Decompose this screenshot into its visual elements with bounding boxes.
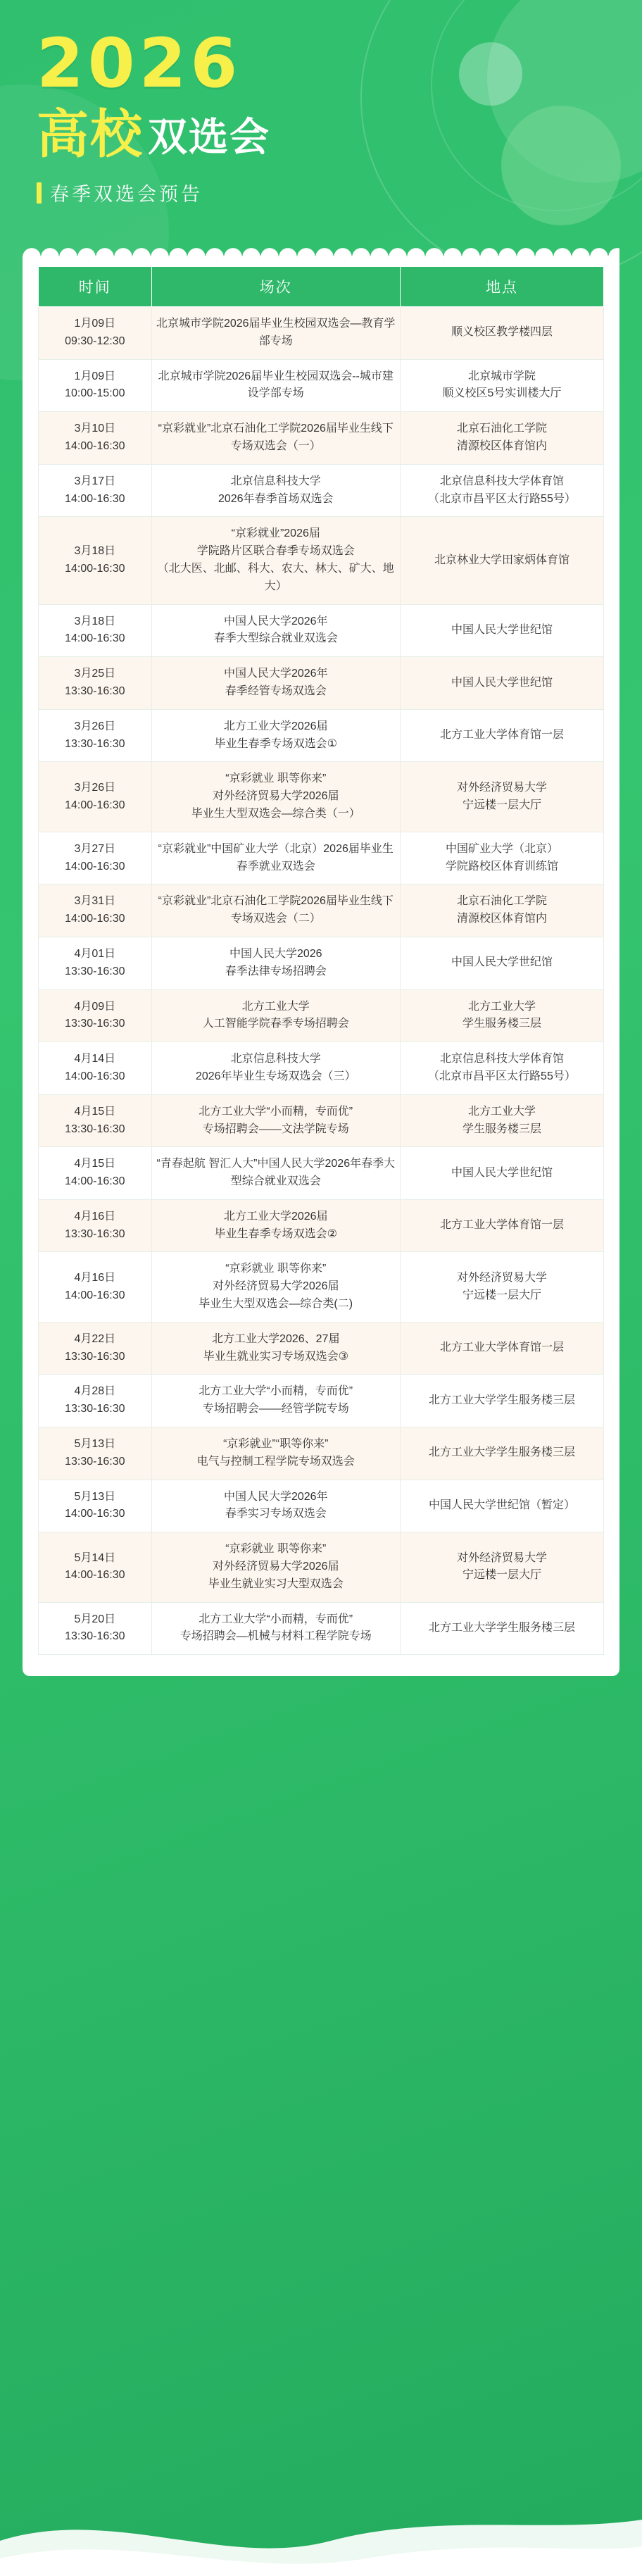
cell-time-text: 14:00-16:30 xyxy=(65,439,125,452)
cell-location: 对外经济贸易大学 宁远楼一层大厅 xyxy=(400,762,603,832)
cell-date-text: 3月26日 xyxy=(74,720,116,732)
table-body xyxy=(39,307,604,1655)
cell-date-text: 3月18日 xyxy=(74,545,116,558)
cell-session: “青春起航 智汇人大”中国人民大学2026年春季大型综合就业双选会 xyxy=(151,1147,400,1200)
cell-location: 中国人民大学世纪馆 xyxy=(400,937,603,989)
table-row xyxy=(39,937,604,989)
cell-time-text: 13:30-16:30 xyxy=(65,1227,125,1240)
cell-location: 北方工业大学体育馆一层 xyxy=(400,1199,603,1252)
schedule-card-wrapper xyxy=(23,239,619,1676)
cell-time-text: 13:30-16:30 xyxy=(65,1455,125,1468)
cell-session: 北方工业大学“小而精，专而优” 专场招聘会—机械与材料工程学院专场 xyxy=(151,1602,400,1655)
cell-date-text: 4月28日 xyxy=(74,1385,116,1398)
table-row xyxy=(39,657,604,710)
table-row xyxy=(39,1042,604,1095)
cell-time xyxy=(39,1094,152,1147)
cell-date-text: 3月25日 xyxy=(74,668,116,680)
cell-date-text: 3月27日 xyxy=(74,842,116,855)
cell-session: 北方工业大学2026届 毕业生春季专场双选会① xyxy=(151,709,400,762)
cell-session: 北方工业大学“小而精，专而优” 专场招聘会——经管学院专场 xyxy=(151,1375,400,1427)
cell-time-text: 13:30-16:30 xyxy=(65,965,125,977)
table-row xyxy=(39,517,604,604)
cell-date-text: 4月09日 xyxy=(74,1000,116,1013)
cell-time-text: 13:30-16:30 xyxy=(65,1018,125,1030)
table-row xyxy=(39,709,604,762)
cell-date-text: 3月17日 xyxy=(74,475,116,487)
cell-time xyxy=(39,1602,152,1655)
cell-location: 北方工业大学 学生服务楼三层 xyxy=(400,989,603,1042)
cell-location: 北方工业大学体育馆一层 xyxy=(400,709,603,762)
cell-time xyxy=(39,1147,152,1200)
cell-session: “京彩就业 职等你来” 对外经济贸易大学2026届 毕业生就业实习大型双选会 xyxy=(151,1532,400,1602)
cell-location: 中国人民大学世纪馆（暂定） xyxy=(400,1480,603,1532)
cell-location: 北京城市学院 顺义校区5号实训楼大厅 xyxy=(400,359,603,412)
cell-date-text: 4月14日 xyxy=(74,1053,116,1065)
cell-location: 对外经济贸易大学 宁远楼一层大厅 xyxy=(400,1532,603,1602)
table-row xyxy=(39,604,604,657)
cell-time-text: 14:00-16:30 xyxy=(65,632,125,645)
cell-location: 北方工业大学 学生服务楼三层 xyxy=(400,1094,603,1147)
cell-time xyxy=(39,1252,152,1322)
table-row xyxy=(39,464,604,517)
cell-location: 中国人民大学世纪馆 xyxy=(400,604,603,657)
cell-date-text: 4月01日 xyxy=(74,947,116,960)
cell-session: “京彩就业”北京石油化工学院2026届毕业生线下专场双选会（二） xyxy=(151,884,400,937)
cell-time-text: 14:00-16:30 xyxy=(65,1569,125,1582)
table-row xyxy=(39,989,604,1042)
cell-time xyxy=(39,359,152,412)
title-row xyxy=(37,105,642,163)
wave-shape-icon xyxy=(0,2491,642,2576)
cell-session: “京彩就业”“职等你来” 电气与控制工程学院专场双选会 xyxy=(151,1427,400,1480)
cell-time xyxy=(39,604,152,657)
cell-time xyxy=(39,1042,152,1095)
cell-date-text: 3月26日 xyxy=(74,781,116,794)
cell-date-text: 3月10日 xyxy=(74,423,116,435)
column-header-session: 场次 xyxy=(151,267,400,307)
cell-time xyxy=(39,989,152,1042)
subtitle-row xyxy=(37,179,642,206)
cell-date-text: 5月13日 xyxy=(74,1438,116,1451)
cell-time-text: 14:00-16:30 xyxy=(65,1175,125,1188)
cell-location: 北京林业大学田家炳体育馆 xyxy=(400,517,603,604)
cell-location: 北方工业大学学生服务楼三层 xyxy=(400,1427,603,1480)
cell-session: 北方工业大学2026、27届 毕业生就业实习专场双选会③ xyxy=(151,1322,400,1375)
cell-date-text: 5月20日 xyxy=(74,1613,116,1625)
cell-time-text: 13:30-16:30 xyxy=(65,737,125,750)
cell-time-text: 09:30-12:30 xyxy=(65,334,125,347)
cell-date-text: 1月09日 xyxy=(74,318,116,330)
table-row xyxy=(39,884,604,937)
cell-time-text: 14:00-16:30 xyxy=(65,1070,125,1082)
poster-header xyxy=(0,0,642,206)
cell-session: 中国人民大学2026年 春季经管专场双选会 xyxy=(151,657,400,710)
cell-session: “京彩就业 职等你来” 对外经济贸易大学2026届 毕业生大型双选会—综合类（一） xyxy=(151,762,400,832)
cell-location: 北方工业大学体育馆一层 xyxy=(400,1322,603,1375)
cell-session: 北京城市学院2026届毕业生校园双选会--城市建设学部专场 xyxy=(151,359,400,412)
bottom-spacer xyxy=(0,1676,642,1761)
cell-time xyxy=(39,1480,152,1532)
cell-time xyxy=(39,1427,152,1480)
cell-time xyxy=(39,1532,152,1602)
cell-session: 北方工业大学“小而精，专而优” 专场招聘会——文法学院专场 xyxy=(151,1094,400,1147)
table-row xyxy=(39,1375,604,1427)
cell-time xyxy=(39,307,152,360)
cell-time-text: 14:00-16:30 xyxy=(65,1508,125,1520)
subtitle-text: 春季双选会预告 xyxy=(50,184,203,205)
table-row xyxy=(39,412,604,465)
cell-time-text: 14:00-16:30 xyxy=(65,913,125,925)
cell-session: 北方工业大学2026届 毕业生春季专场双选会② xyxy=(151,1199,400,1252)
cell-date-text: 5月14日 xyxy=(74,1551,116,1564)
cell-date-text: 4月16日 xyxy=(74,1271,116,1284)
cell-location: 中国人民大学世纪馆 xyxy=(400,1147,603,1200)
cell-session: “京彩就业”2026届 学院路片区联合春季专场双选会 （北大医、北邮、科大、农大、林大、矿大、地大） xyxy=(151,517,400,604)
cell-time-text: 14:00-16:30 xyxy=(65,860,125,873)
cell-location: 北京石油化工学院 清源校区体育馆内 xyxy=(400,412,603,465)
cell-session: 北京信息科技大学 2026年春季首场双选会 xyxy=(151,464,400,517)
table-row xyxy=(39,1252,604,1322)
cell-time-text: 13:30-16:30 xyxy=(65,684,125,697)
bottom-wave-decor xyxy=(0,2491,642,2576)
table-row xyxy=(39,1094,604,1147)
title-main: 高校 xyxy=(37,105,144,163)
cell-session: 中国人民大学2026年 春季大型综合就业双选会 xyxy=(151,604,400,657)
table-row xyxy=(39,1602,604,1655)
table-row xyxy=(39,1147,604,1200)
cell-date-text: 4月15日 xyxy=(74,1105,116,1118)
cell-location: 中国矿业大学（北京） 学院路校区体育训练馆 xyxy=(400,832,603,884)
cell-session: 中国人民大学2026年 春季实习专场双选会 xyxy=(151,1480,400,1532)
column-header-location: 地点 xyxy=(400,267,603,307)
cell-time xyxy=(39,832,152,884)
table-row xyxy=(39,1199,604,1252)
cell-session: “京彩就业 职等你来” 对外经济贸易大学2026届 毕业生大型双选会—综合类(二) xyxy=(151,1252,400,1322)
table-header-row xyxy=(39,267,604,307)
cell-time-text: 14:00-16:30 xyxy=(65,1289,125,1301)
cell-time-text: 13:30-16:30 xyxy=(65,1630,125,1643)
subtitle-bar-icon xyxy=(37,182,42,204)
cell-location: 对外经济贸易大学 宁远楼一层大厅 xyxy=(400,1252,603,1322)
cell-date-text: 4月15日 xyxy=(74,1158,116,1170)
cell-time xyxy=(39,1199,152,1252)
cell-time xyxy=(39,884,152,937)
table-row xyxy=(39,1480,604,1532)
cell-time-text: 10:00-15:00 xyxy=(65,387,125,400)
scallop-edge-decor xyxy=(23,239,619,257)
cell-time xyxy=(39,709,152,762)
cell-session: 北方工业大学 人工智能学院春季专场招聘会 xyxy=(151,989,400,1042)
title-sub: 双选会 xyxy=(148,115,270,159)
cell-time-text: 13:30-16:30 xyxy=(65,1403,125,1415)
year-heading: 2026 xyxy=(37,24,242,103)
cell-time xyxy=(39,464,152,517)
cell-session: “京彩就业”北京石油化工学院2026届毕业生线下专场双选会（一） xyxy=(151,412,400,465)
table-row xyxy=(39,832,604,884)
cell-time xyxy=(39,412,152,465)
cell-location: 北京石油化工学院 清源校区体育馆内 xyxy=(400,884,603,937)
cell-location: 北方工业大学学生服务楼三层 xyxy=(400,1602,603,1655)
schedule-card xyxy=(23,256,619,1676)
cell-date-text: 5月13日 xyxy=(74,1490,116,1503)
cell-session: 北京城市学院2026届毕业生校园双选会—教育学部专场 xyxy=(151,307,400,360)
cell-date-text: 3月18日 xyxy=(74,615,116,627)
cell-time xyxy=(39,762,152,832)
table-row xyxy=(39,1427,604,1480)
cell-time xyxy=(39,1322,152,1375)
column-header-time: 时间 xyxy=(39,267,152,307)
schedule-table xyxy=(38,266,604,1655)
cell-date-text: 3月31日 xyxy=(74,895,116,908)
cell-date-text: 4月16日 xyxy=(74,1210,116,1223)
table-row xyxy=(39,359,604,412)
cell-time xyxy=(39,657,152,710)
cell-session: 北京信息科技大学 2026年毕业生专场双选会（三） xyxy=(151,1042,400,1095)
table-row xyxy=(39,1322,604,1375)
cell-time-text: 14:00-16:30 xyxy=(65,492,125,505)
table-header xyxy=(39,267,604,307)
table-row xyxy=(39,1532,604,1602)
cell-session: “京彩就业”中国矿业大学（北京）2026届毕业生春季就业双选会 xyxy=(151,832,400,884)
cell-time-text: 14:00-16:30 xyxy=(65,562,125,575)
cell-time xyxy=(39,517,152,604)
cell-location: 北方工业大学学生服务楼三层 xyxy=(400,1375,603,1427)
table-row xyxy=(39,762,604,832)
cell-location: 顺义校区教学楼四层 xyxy=(400,307,603,360)
cell-date-text: 1月09日 xyxy=(74,370,116,382)
cell-time-text: 13:30-16:30 xyxy=(65,1123,125,1135)
cell-date-text: 4月22日 xyxy=(74,1332,116,1345)
cell-time xyxy=(39,1375,152,1427)
cell-session: 中国人民大学2026 春季法律专场招聘会 xyxy=(151,937,400,989)
cell-time-text: 13:30-16:30 xyxy=(65,1350,125,1363)
cell-time xyxy=(39,937,152,989)
cell-time-text: 14:00-16:30 xyxy=(65,799,125,811)
cell-location: 北京信息科技大学体育馆 （北京市昌平区太行路55号） xyxy=(400,1042,603,1095)
table-row xyxy=(39,307,604,360)
cell-location: 北京信息科技大学体育馆 （北京市昌平区太行路55号） xyxy=(400,464,603,517)
cell-location: 中国人民大学世纪馆 xyxy=(400,657,603,710)
